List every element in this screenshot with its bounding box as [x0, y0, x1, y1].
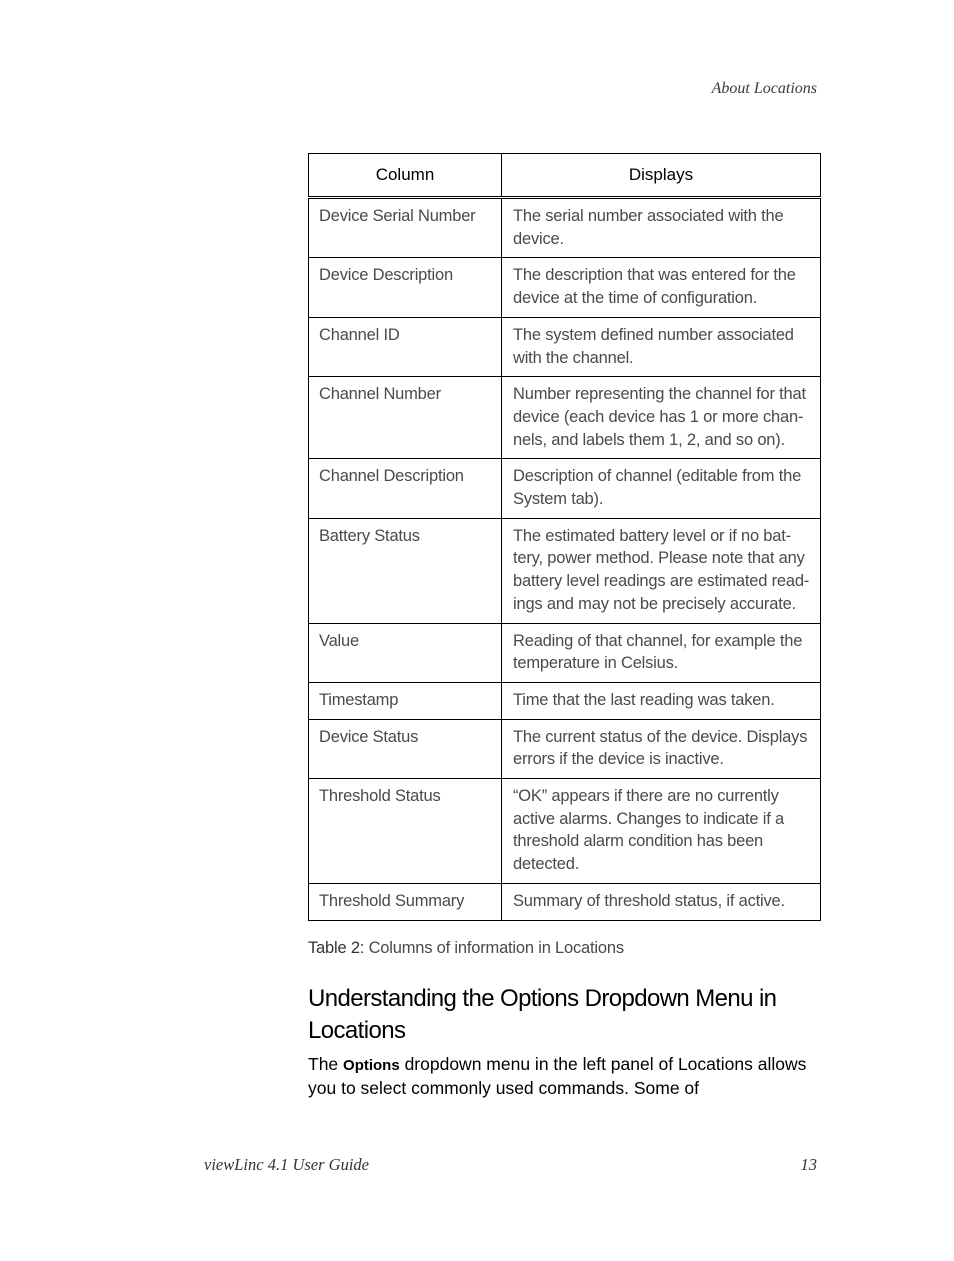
table-row [309, 719, 821, 778]
caption-label: Table 2: [308, 939, 365, 957]
running-header: About Locations [711, 80, 817, 97]
options-ui-term: Options [343, 1057, 400, 1074]
row-description: Summary of threshold status, if active. [502, 883, 821, 920]
row-column-name: Device Description [309, 258, 502, 317]
column-header-column: Column [309, 154, 502, 198]
table-row [309, 198, 821, 258]
row-column-name: Battery Status [309, 518, 502, 623]
footer-guide-title: viewLinc 4.1 User Guide [204, 1155, 369, 1174]
row-column-name: Timestamp [309, 682, 502, 719]
row-description: The serial number associated with the device. [502, 198, 821, 258]
row-description: “OK” appears if there are no currently active alarms. Changes to indicate if a threshold alarm condition has been detected. [502, 779, 821, 884]
row-description: Number representing the channel for that device (each device has 1 or more chan-nels, and labels them 1, 2, and so on). [502, 377, 821, 459]
row-column-name: Channel Description [309, 459, 502, 518]
columns-table [308, 153, 821, 921]
body-paragraph [308, 1053, 818, 1100]
row-description: Description of channel (editable from the System tab). [502, 459, 821, 518]
row-description: The current status of the device. Displays errors if the device is inactive. [502, 719, 821, 778]
row-column-name: Channel ID [309, 317, 502, 376]
para-suffix: dropdown menu in the left panel of Locations allows you to select commonly used commands. Some of [308, 1054, 807, 1098]
row-description: The description that was entered for the device at the time of configuration. [502, 258, 821, 317]
row-column-name: Threshold Summary [309, 883, 502, 920]
column-header-displays: Displays [502, 154, 821, 198]
row-column-name: Device Serial Number [309, 198, 502, 258]
table-row [309, 779, 821, 884]
row-description: The estimated battery level or if no bat-tery, power method. Please note that any battery level readings are estimated read-ings and may not be precisely accurate. [502, 518, 821, 623]
row-column-name: Channel Number [309, 377, 502, 459]
table-caption [308, 939, 624, 958]
table-row [309, 377, 821, 459]
section-heading: Understanding the Options Dropdown Menu in Locations [308, 985, 777, 1044]
para-prefix: The [308, 1054, 344, 1074]
row-column-name: Value [309, 623, 502, 682]
table-row [309, 883, 821, 920]
caption-text: Columns of information in Locations [364, 939, 624, 957]
row-description: Time that the last reading was taken. [502, 682, 821, 719]
row-description: The system defined number associated with the channel. [502, 317, 821, 376]
table-row [309, 682, 821, 719]
table-row [309, 623, 821, 682]
table-row [309, 459, 821, 518]
table-header-row [309, 154, 821, 198]
page-number: 13 [800, 1155, 817, 1174]
row-column-name: Device Status [309, 719, 502, 778]
table-row [309, 518, 821, 623]
row-column-name: Threshold Status [309, 779, 502, 884]
row-description: Reading of that channel, for example the temperature in Celsius. [502, 623, 821, 682]
table-row [309, 317, 821, 376]
table-row [309, 258, 821, 317]
